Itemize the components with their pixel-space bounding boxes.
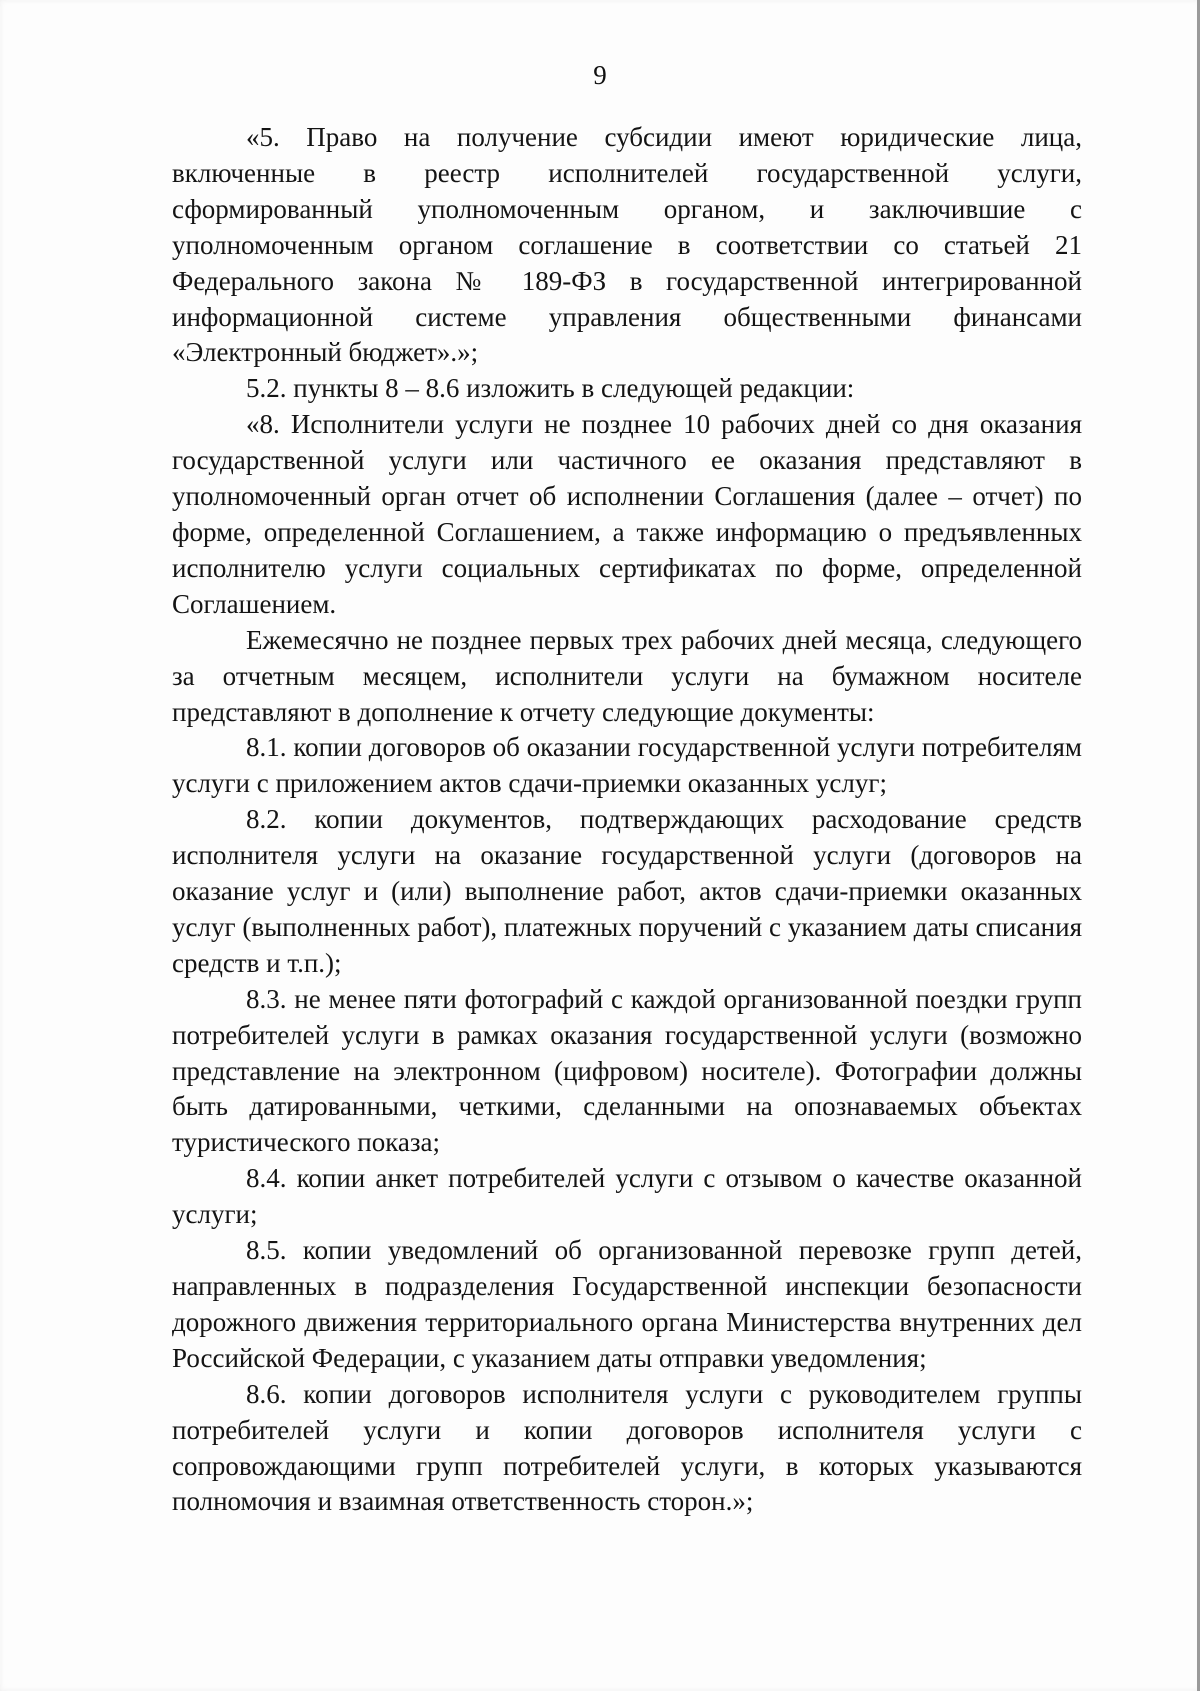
paragraph-8: «8. Исполнители услуги не позднее 10 рабочих дней со дня оказания государственной услуги или частичного ее оказания представляют в уполномоченный орган отчет об исполнении Соглашения (далее – отчет) по форме, определенной Соглашением, а также информацию о предъявленных исполнителю услуги социальных сертификатах по форме, определенной Соглашением. (172, 409, 1082, 619)
paragraph-8-1: 8.1. копии договоров об оказании государственной услуги потребителям услуги с приложением актов сдачи-приемки оказанных услуг; (172, 732, 1082, 799)
paragraph-8-6: 8.6. копии договоров исполнителя услуги с руководителем группы потребителей услуги и копии договоров исполнителя услуги с сопровождающими групп потребителей услуги, в которых указываются полномочия и взаимная ответственность сторон.»; (172, 1378, 1082, 1517)
paragraph-8-3: 8.3. не менее пяти фотографий с каждой организованной поездки групп потребителей услуги в рамках оказания государственной услуги (возможно представление на электронном (цифровом) носителе). Фотографии должны быть датированными, четкими, сделанными на опознаваемых объектах туристического показа; (172, 983, 1082, 1158)
paragraph-5: «5. Право на получение субсидии имеют юридические лица, включенные в реестр исполнителей государственной услуги, сформированный уполномоченным органом, и заключившие с уполномоченным органом соглашение в соответствии со статьей 21 Федерального закона № 189-ФЗ в государственной интегрированной информационной системе управления общественными финансами «Электронный бюджет».»; (172, 122, 1082, 368)
paragraph-8-4: 8.4. копии анкет потребителей услуги с отзывом о качестве оказанной услуги; (172, 1163, 1082, 1230)
paragraph-8-5: 8.5. копии уведомлений об организованной перевозке групп детей, направленных в подразделения Государственной инспекции безопасности дорожного движения территориального органа Министерства внутренних дел Российской Федерации, с указанием даты отправки уведомления; (172, 1235, 1082, 1373)
paragraph-8-2: 8.2. копии документов, подтверждающих расходование средств исполнителя услуги на оказание государственной услуги (договоров на оказание услуг и (или) выполнение работ, актов сдачи-приемки оказанных услуг (выполненных работ), платежных поручений с указанием даты списания средств и т.п.); (172, 804, 1082, 978)
page-number: 9 (593, 60, 607, 90)
document-body (172, 120, 1082, 1520)
paragraph-monthly: Ежемесячно не позднее первых трех рабочих дней месяца, следующего за отчетным месяцем, исполнители услуги на бумажном носителе представляют в дополнение к отчету следующие документы: (172, 624, 1082, 727)
paragraph-5-2: 5.2. пункты 8 – 8.6 изложить в следующей редакции: (246, 373, 855, 404)
